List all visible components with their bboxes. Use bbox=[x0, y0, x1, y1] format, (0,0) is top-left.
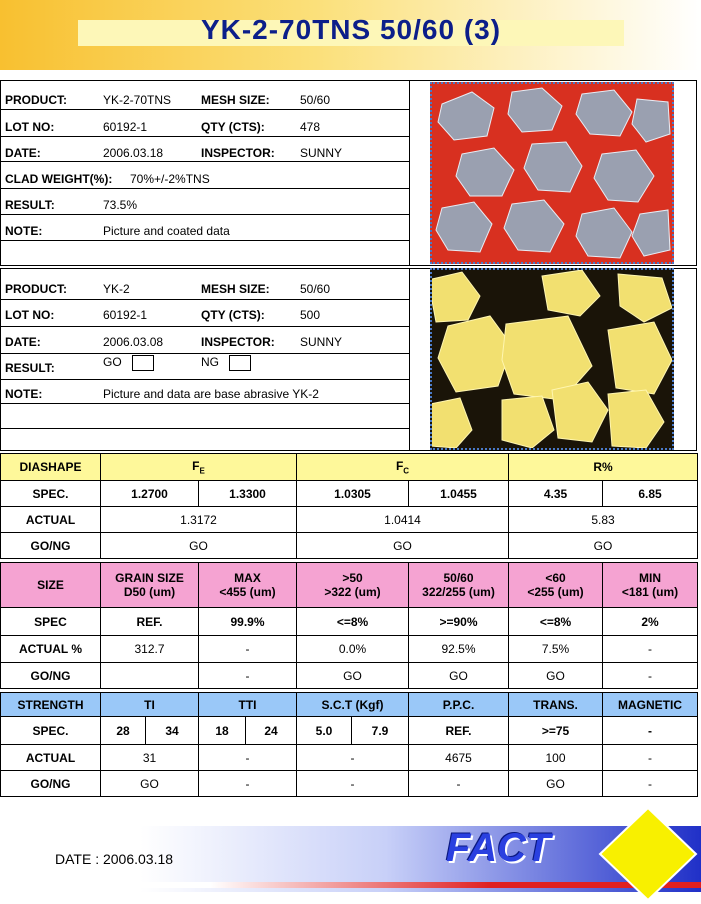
actual-label: ACTUAL bbox=[1, 745, 101, 771]
qty-label: QTY (CTS): bbox=[201, 120, 265, 134]
qty-label: QTY (CTS): bbox=[201, 308, 265, 322]
go-checkbox[interactable] bbox=[132, 355, 154, 371]
over-50-header: >50 >322 (um) bbox=[297, 563, 409, 608]
gong-cell: - bbox=[297, 771, 409, 797]
spec-cell: 1.0305 bbox=[297, 481, 409, 507]
spec-label: SPEC. bbox=[1, 481, 101, 507]
spec-label: SPEC. bbox=[1, 717, 101, 745]
note-value: Picture and data are base abrasive YK-2 bbox=[103, 387, 319, 401]
go-label: GO bbox=[103, 355, 122, 370]
actual-cell: 5.83 bbox=[509, 507, 698, 533]
actual-cell: 31 bbox=[101, 745, 199, 771]
diashape-table bbox=[0, 453, 698, 559]
size-table bbox=[0, 562, 698, 689]
gong-cell: - bbox=[409, 771, 509, 797]
mesh-label: MESH SIZE: bbox=[201, 93, 270, 107]
gong-label: GO/NG bbox=[1, 663, 101, 689]
sct-header: S.C.T (Kgf) bbox=[297, 693, 409, 717]
gong-cell: GO bbox=[409, 663, 509, 689]
spec-cell: 99.9% bbox=[199, 608, 297, 636]
actual-cell: - bbox=[603, 745, 698, 771]
grain-size-header: GRAIN SIZE D50 (um) bbox=[101, 563, 199, 608]
go-option bbox=[103, 355, 154, 371]
actual-cell: 0.0% bbox=[297, 636, 409, 663]
result-label: RESULT: bbox=[5, 361, 55, 375]
coated-diamond-photo bbox=[430, 82, 674, 264]
strength-header: STRENGTH bbox=[1, 693, 101, 717]
max-header: MAX <455 (um) bbox=[199, 563, 297, 608]
spec-cell: REF. bbox=[409, 717, 509, 745]
mesh-label: MESH SIZE: bbox=[201, 282, 270, 296]
diamond-logo-icon bbox=[596, 806, 700, 902]
gong-cell: GO bbox=[101, 771, 199, 797]
note-value: Picture and coated data bbox=[103, 224, 230, 238]
actual-cell: - bbox=[297, 745, 409, 771]
actual-cell: 1.3172 bbox=[101, 507, 297, 533]
ng-checkbox[interactable] bbox=[229, 355, 251, 371]
size-header: SIZE bbox=[1, 563, 101, 608]
trans-header: TRANS. bbox=[509, 693, 603, 717]
actual-cell: 4675 bbox=[409, 745, 509, 771]
spec-cell: 1.0455 bbox=[409, 481, 509, 507]
gong-label: GO/NG bbox=[1, 533, 101, 559]
mesh-value: 50/60 bbox=[300, 282, 331, 296]
date-label: DATE: bbox=[5, 335, 41, 349]
inspector-value: SUNNY bbox=[300, 335, 343, 349]
product-label: PRODUCT: bbox=[5, 282, 67, 296]
spec-cell: 4.35 bbox=[509, 481, 603, 507]
spec-cell: <=8% bbox=[297, 608, 409, 636]
mesh-value: 50/60 bbox=[300, 93, 331, 107]
lot-value: 60192-1 bbox=[103, 120, 148, 134]
tti-header: TTI bbox=[199, 693, 297, 717]
qty-value: 500 bbox=[300, 308, 321, 322]
spec-cell: 2% bbox=[603, 608, 698, 636]
note-label: NOTE: bbox=[5, 224, 43, 238]
product-value: YK-2-70TNS bbox=[103, 93, 172, 107]
spec-cell: >=75 bbox=[509, 717, 603, 745]
diashape-header: DIASHAPE bbox=[1, 454, 101, 481]
spec-label: SPEC bbox=[1, 608, 101, 636]
min-header: MIN <181 (um) bbox=[603, 563, 698, 608]
magnetic-header: MAGNETIC bbox=[603, 693, 698, 717]
ti-header: TI bbox=[101, 693, 199, 717]
page-title: YK-2-70TNS 50/60 (3) bbox=[200, 14, 502, 45]
clad-weight-value: 70%+/-2%TNS bbox=[130, 172, 210, 186]
actual-cell: - bbox=[199, 636, 297, 663]
strength-table bbox=[0, 692, 698, 797]
spec-cell: 7.9 bbox=[352, 717, 409, 745]
gong-cell: GO bbox=[297, 533, 509, 559]
product-value: YK-2 bbox=[103, 282, 130, 296]
spec-cell: 1.3300 bbox=[199, 481, 297, 507]
product-label: PRODUCT: bbox=[5, 93, 67, 107]
note-label: NOTE: bbox=[5, 387, 43, 401]
actual-cell: 92.5% bbox=[409, 636, 509, 663]
actual-label: ACTUAL bbox=[1, 507, 101, 533]
clad-weight-label: CLAD WEIGHT(%): bbox=[5, 172, 113, 186]
mesh-50-60-header: 50/60 322/255 (um) bbox=[409, 563, 509, 608]
spec-cell: 34 bbox=[146, 717, 199, 745]
spec-cell: 5.0 bbox=[297, 717, 352, 745]
actual-cell: 7.5% bbox=[509, 636, 603, 663]
lot-label: LOT NO: bbox=[5, 120, 55, 134]
spec-cell: 1.2700 bbox=[101, 481, 199, 507]
spec-cell: 18 bbox=[199, 717, 246, 745]
ng-label: NG bbox=[201, 355, 219, 370]
r-percent-header: R% bbox=[509, 454, 698, 481]
gong-cell bbox=[101, 663, 199, 689]
actual-cell: - bbox=[199, 745, 297, 771]
gong-cell: GO bbox=[101, 533, 297, 559]
gong-cell: - bbox=[603, 663, 698, 689]
inspector-value: SUNNY bbox=[300, 146, 343, 160]
gong-cell: - bbox=[199, 663, 297, 689]
spec-cell: REF. bbox=[101, 608, 199, 636]
under-60-header: <60 <255 (um) bbox=[509, 563, 603, 608]
gong-label: GO/NG bbox=[1, 771, 101, 797]
result-label: RESULT: bbox=[5, 198, 55, 212]
qty-value: 478 bbox=[300, 120, 321, 134]
spec-cell: - bbox=[603, 717, 698, 745]
result-value: 73.5% bbox=[103, 198, 138, 212]
spec-cell: <=8% bbox=[509, 608, 603, 636]
gong-cell: GO bbox=[297, 663, 409, 689]
gong-cell: - bbox=[603, 771, 698, 797]
date-value: 2006.03.18 bbox=[103, 146, 164, 160]
spec-cell: >=90% bbox=[409, 608, 509, 636]
fe-header: $F_E$ bbox=[101, 454, 297, 481]
lot-value: 60192-1 bbox=[103, 308, 148, 322]
ppc-header: P.P.C. bbox=[409, 693, 509, 717]
footer-date: DATE : 2006.03.18 bbox=[55, 851, 174, 867]
spec-cell: 24 bbox=[246, 717, 297, 745]
spec-cell: 6.85 bbox=[603, 481, 698, 507]
actual-label: ACTUAL % bbox=[1, 636, 101, 663]
spec-cell: 28 bbox=[101, 717, 146, 745]
actual-cell: - bbox=[603, 636, 698, 663]
lot-label: LOT NO: bbox=[5, 308, 55, 322]
ng-option bbox=[201, 355, 251, 371]
inspector-label: INSPECTOR: bbox=[201, 146, 275, 160]
actual-cell: 1.0414 bbox=[297, 507, 509, 533]
actual-cell: 312.7 bbox=[101, 636, 199, 663]
inspector-label: INSPECTOR: bbox=[201, 335, 275, 349]
gong-cell: GO bbox=[509, 533, 698, 559]
date-value: 2006.03.08 bbox=[103, 335, 164, 349]
date-label: DATE: bbox=[5, 146, 41, 160]
fc-header: $F_C$ bbox=[297, 454, 509, 481]
gong-cell: GO bbox=[509, 771, 603, 797]
base-diamond-photo bbox=[430, 268, 674, 450]
actual-cell: 100 bbox=[509, 745, 603, 771]
fact-logo: FACT bbox=[446, 826, 551, 870]
gong-cell: - bbox=[199, 771, 297, 797]
gong-cell: GO bbox=[509, 663, 603, 689]
